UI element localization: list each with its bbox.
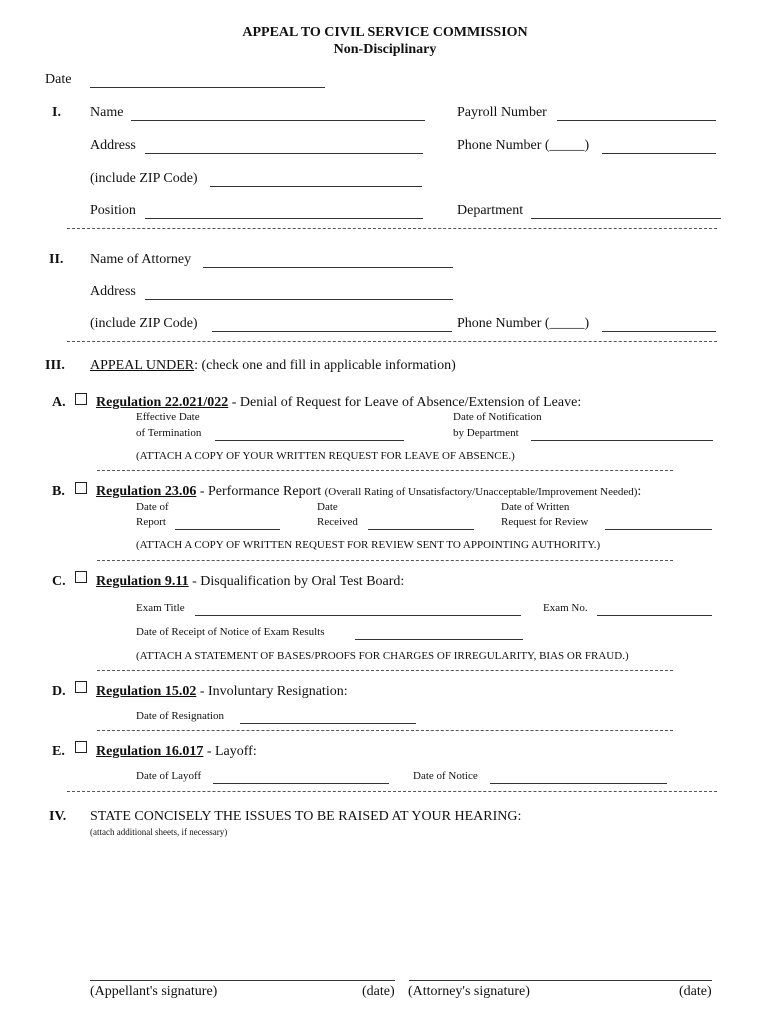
review-request-date-label-2: Request for Review: [501, 516, 589, 528]
attorney-field[interactable]: [203, 253, 453, 268]
form-title: APPEAL TO CIVIL SERVICE COMMISSION: [242, 25, 528, 40]
regulation-15-02-label: Regulation 15.02: [96, 684, 197, 699]
exam-title-label: Exam Title: [136, 602, 185, 614]
exam-results-date-label: Date of Receipt of Notice of Exam Results: [136, 626, 325, 638]
option-e-title: [96, 744, 257, 760]
exam-number-label: Exam No.: [543, 602, 588, 614]
exam-number-field[interactable]: [597, 601, 712, 616]
exam-title-field[interactable]: [195, 601, 521, 616]
appeal-under-heading: [90, 358, 456, 374]
section-2-number: II.: [49, 252, 64, 267]
attorney-phone-label: Phone Number (_____): [457, 316, 590, 331]
appellant-signature-label: (Appellant's signature): [90, 984, 218, 999]
option-e-description: - Layoff:: [203, 744, 257, 759]
attorney-address-field[interactable]: [145, 285, 453, 300]
notification-date-label-2: by Department: [453, 427, 519, 439]
report-date-field[interactable]: [175, 515, 280, 530]
option-b-letter: B.: [52, 484, 65, 499]
attorney-address-label: Address: [90, 284, 136, 299]
attorney-label: Name of Attorney: [90, 252, 192, 267]
exam-results-date-field[interactable]: [355, 625, 523, 640]
section-3-number: III.: [45, 358, 65, 373]
regulation-23-06-label: Regulation 23.06: [96, 484, 197, 499]
payroll-label: Payroll Number: [457, 105, 547, 120]
resignation-date-field[interactable]: [240, 709, 416, 724]
option-a-letter: A.: [52, 395, 66, 410]
attorney-phone-field[interactable]: [602, 317, 716, 332]
notification-date-label-1: Date of Notification: [453, 411, 542, 423]
payroll-field[interactable]: [557, 106, 716, 121]
layoff-date-label: Date of Layoff: [136, 770, 202, 782]
option-d-title: [96, 684, 348, 700]
zip-label: (include ZIP Code): [90, 171, 198, 186]
notification-date-field[interactable]: [531, 426, 713, 441]
option-c-title: [96, 574, 404, 590]
option-b-colon: :: [637, 484, 642, 499]
regulation-9-11-label: Regulation 9.11: [96, 574, 189, 589]
option-a-title: [96, 395, 581, 411]
appellant-signature-field[interactable]: [90, 966, 395, 981]
attorney-signature-field[interactable]: [409, 966, 712, 981]
attorney-zip-field[interactable]: [212, 317, 452, 332]
divider: [67, 341, 717, 342]
option-d-checkbox[interactable]: [75, 681, 87, 693]
section-1-number: I.: [52, 105, 61, 120]
name-label: Name: [90, 105, 124, 120]
zip-field[interactable]: [210, 172, 422, 187]
option-b-description: - Performance Report: [196, 484, 325, 499]
option-c-checkbox[interactable]: [75, 571, 87, 583]
resignation-date-label: Date of Resignation: [136, 710, 224, 722]
option-d-letter: D.: [52, 684, 66, 699]
regulation-16-017-label: Regulation 16.017: [96, 744, 204, 759]
attorney-signature-label: (Attorney's signature): [408, 984, 530, 999]
issues-note: (attach additional sheets, if necessary): [90, 827, 228, 837]
divider: [97, 560, 673, 561]
form-subtitle: Non-Disciplinary: [333, 42, 437, 57]
option-a-checkbox[interactable]: [75, 393, 87, 405]
appeal-under-label: APPEAL UNDER: [90, 358, 195, 373]
termination-date-field[interactable]: [215, 426, 404, 441]
option-b-checkbox[interactable]: [75, 482, 87, 494]
date-field[interactable]: [90, 73, 325, 88]
appeal-under-instructions: : (check one and fill in applicable information): [194, 358, 456, 373]
phone-field[interactable]: [602, 139, 716, 154]
report-date-label-2: Report: [136, 516, 166, 528]
divider: [97, 470, 673, 471]
option-a-attach-note: (ATTACH A COPY OF YOUR WRITTEN REQUEST FOR LEAVE OF ABSENCE.): [136, 450, 515, 462]
divider: [67, 228, 717, 229]
received-date-label-1: Date: [317, 501, 338, 513]
option-b-title: [96, 484, 641, 500]
option-c-description: - Disqualification by Oral Test Board:: [188, 574, 405, 589]
department-label: Department: [457, 203, 524, 218]
effective-date-label-2: of Termination: [136, 427, 202, 439]
divider: [67, 791, 717, 792]
report-date-label-1: Date of: [136, 501, 169, 513]
department-field[interactable]: [531, 204, 721, 219]
date-label: Date: [45, 72, 72, 87]
option-b-rating-note: (Overall Rating of Unsatisfactory/Unacceptable/Improvement Needed): [324, 486, 638, 498]
divider: [97, 730, 673, 731]
received-date-field[interactable]: [368, 515, 474, 530]
address-field[interactable]: [145, 139, 423, 154]
review-request-date-label-1: Date of Written: [501, 501, 570, 513]
divider: [97, 670, 673, 671]
notice-date-label: Date of Notice: [413, 770, 478, 782]
notice-date-field[interactable]: [490, 769, 667, 784]
position-field[interactable]: [145, 204, 423, 219]
option-c-attach-note: (ATTACH A STATEMENT OF BASES/PROOFS FOR CHARGES OF IRREGULARITY, BIAS OR FRAUD.): [136, 650, 629, 662]
appellant-date-label: (date): [362, 984, 395, 999]
option-b-attach-note: (ATTACH A COPY OF WRITTEN REQUEST FOR REVIEW SENT TO APPOINTING AUTHORITY.): [136, 539, 601, 551]
position-label: Position: [90, 203, 136, 218]
received-date-label-2: Received: [317, 516, 358, 528]
regulation-22-021-label: Regulation 22.021/022: [96, 395, 229, 410]
phone-label: Phone Number (_____): [457, 138, 590, 153]
attorney-zip-label: (include ZIP Code): [90, 316, 198, 331]
issues-text-area[interactable]: [90, 845, 716, 965]
attorney-date-label: (date): [679, 984, 712, 999]
effective-date-label-1: Effective Date: [136, 411, 200, 423]
section-4-number: IV.: [49, 809, 67, 824]
name-field[interactable]: [131, 106, 425, 121]
option-a-description: - Denial of Request for Leave of Absence/Extension of Leave:: [228, 395, 582, 410]
layoff-date-field[interactable]: [213, 769, 389, 784]
option-e-letter: E.: [52, 744, 65, 759]
address-label: Address: [90, 138, 136, 153]
issues-heading: STATE CONCISELY THE ISSUES TO BE RAISED AT YOUR HEARING:: [90, 809, 522, 824]
option-d-description: - Involuntary Resignation:: [196, 684, 348, 699]
option-e-checkbox[interactable]: [75, 741, 87, 753]
option-c-letter: C.: [52, 574, 66, 589]
review-request-date-field[interactable]: [605, 515, 712, 530]
